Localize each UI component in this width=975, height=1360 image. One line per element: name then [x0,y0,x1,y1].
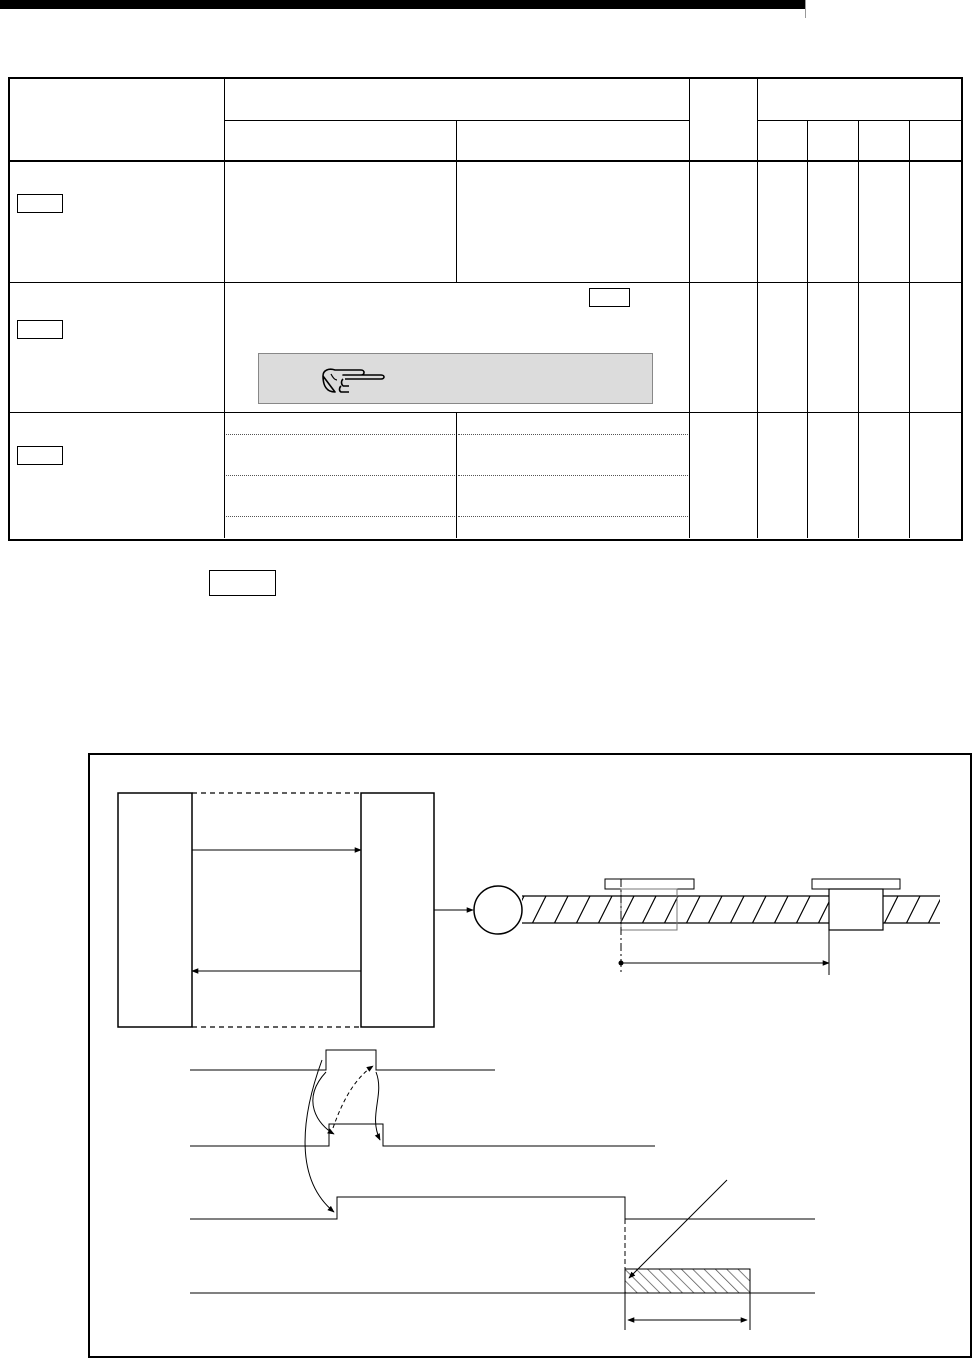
workpiece-icon [812,879,900,889]
timing-chart [190,1050,815,1330]
signal-1 [190,1050,495,1070]
controller-block [118,793,473,1027]
diagram-frame [89,754,971,1357]
dwell-hatch [625,1269,750,1293]
signal-3 [190,1197,815,1219]
motor-circle-icon [474,886,522,934]
signal-2 [190,1124,655,1146]
leader-line [629,1180,727,1278]
mechanism [474,879,940,975]
